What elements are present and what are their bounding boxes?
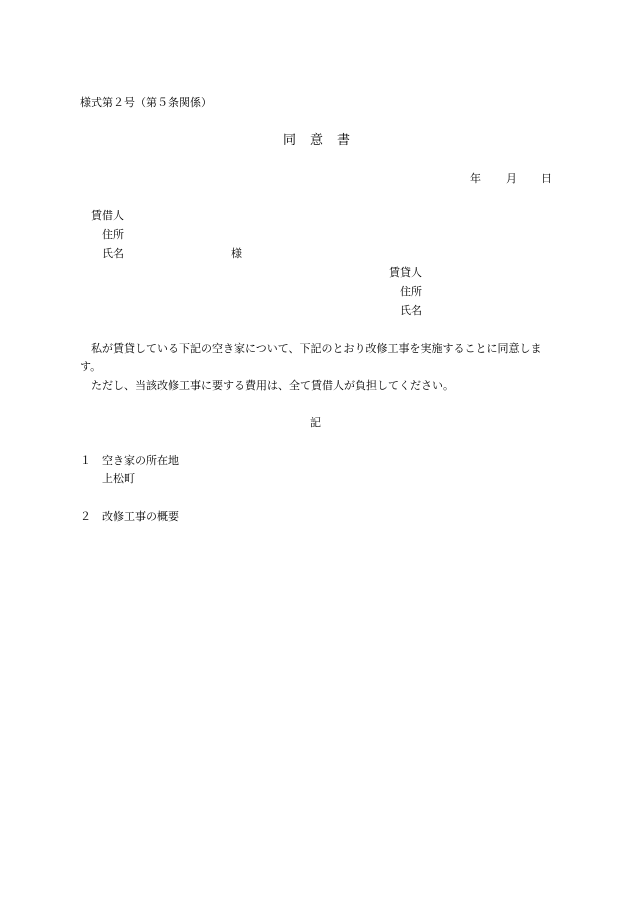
- item-2-label: 改修工事の概要: [102, 510, 179, 523]
- sender-address-label: 住所: [400, 285, 422, 298]
- body-paragraph-cost: ただし、当該改修工事に要する費用は、全て賃借人が負担してください。: [91, 379, 454, 392]
- form-number: 様式第２号（第５条関係）: [80, 96, 212, 109]
- item-1-value: 上松町: [102, 472, 135, 485]
- item-1-label: 空き家の所在地: [102, 454, 179, 467]
- addressee-role: 賃借人: [91, 209, 124, 222]
- date-day-label: 日: [541, 172, 552, 185]
- sender-name-label: 氏名: [400, 304, 422, 317]
- addressee-name-label: 氏名: [102, 247, 124, 260]
- date-month-label: 月: [506, 172, 517, 185]
- addressee-honorific: 様: [231, 247, 242, 260]
- body-paragraph-consent: 私が賃貸している下記の空き家について、下記のとおり改修工事を実施することに同意します。: [80, 342, 542, 373]
- sender-role: 賃貸人: [389, 266, 422, 279]
- item-2-number: ２: [80, 510, 91, 523]
- addressee-address-label: 住所: [102, 228, 124, 241]
- date-year-label: 年: [470, 172, 481, 185]
- item-1-number: １: [80, 454, 91, 467]
- note-heading: 記: [310, 416, 321, 429]
- document-title: 同意書: [283, 133, 365, 148]
